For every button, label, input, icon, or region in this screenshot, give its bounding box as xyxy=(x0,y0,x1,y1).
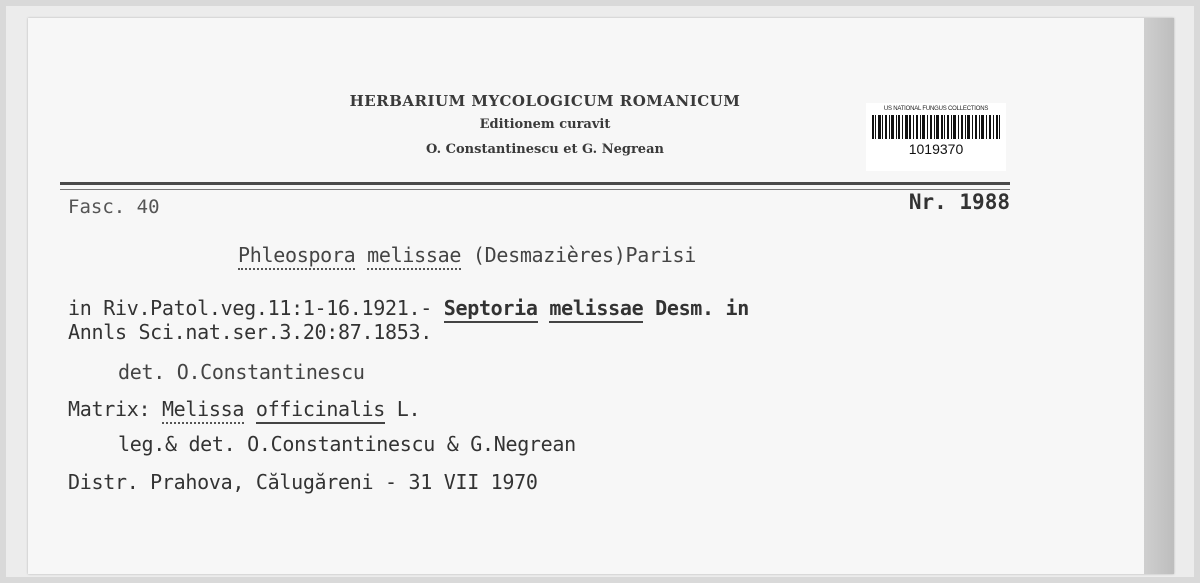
taxon-species: melissae xyxy=(367,243,461,270)
barcode-institution: US NATIONAL FUNGUS COLLECTIONS xyxy=(883,106,989,112)
matrix-label: Matrix: xyxy=(68,397,162,421)
editor-line: Editionem curavit xyxy=(479,117,611,132)
barcode-icon xyxy=(872,115,1000,139)
citation-part1: in Riv.Patol.veg.11:1-16.1921.- xyxy=(68,296,444,320)
synonym-genus: Septoria xyxy=(444,296,538,323)
citation-part2: Desm. in xyxy=(643,296,750,320)
divider-thick xyxy=(60,182,1010,185)
determiner: det. O.Constantinescu xyxy=(118,360,365,384)
divider-thin xyxy=(60,189,1010,190)
taxon-name xyxy=(238,243,696,267)
collector-line: leg.& det. O.Constantinescu & G.Negrean xyxy=(118,432,576,456)
taxon-authority: (Desmazières)Parisi xyxy=(461,243,696,267)
sheet-edge xyxy=(1144,18,1174,574)
citation-line-1 xyxy=(68,296,749,320)
citation-line-2: Annls Sci.nat.ser.3.20:87.1853. xyxy=(68,320,432,344)
host-genus: Melissa xyxy=(162,397,244,424)
fascicle-number: Fasc. 40 xyxy=(68,196,160,218)
host-species: officinalis xyxy=(256,397,385,424)
matrix-line xyxy=(68,397,420,421)
editors-names: O. Constantinescu et G. Negrean xyxy=(426,142,664,157)
taxon-genus: Phleospora xyxy=(238,243,355,270)
herbarium-title: HERBARIUM MYCOLOGICUM ROMANICUM xyxy=(349,92,741,110)
label-header xyxy=(310,92,780,157)
barcode-label xyxy=(866,103,1006,171)
synonym-species: melissae xyxy=(549,296,643,323)
exsiccata-number: Nr. 1988 xyxy=(908,190,1010,214)
host-author: L. xyxy=(385,397,421,421)
locality-line: Distr. Prahova, Călugăreni - 31 VII 1970 xyxy=(68,470,538,494)
barcode-number: 1019370 xyxy=(908,141,964,157)
